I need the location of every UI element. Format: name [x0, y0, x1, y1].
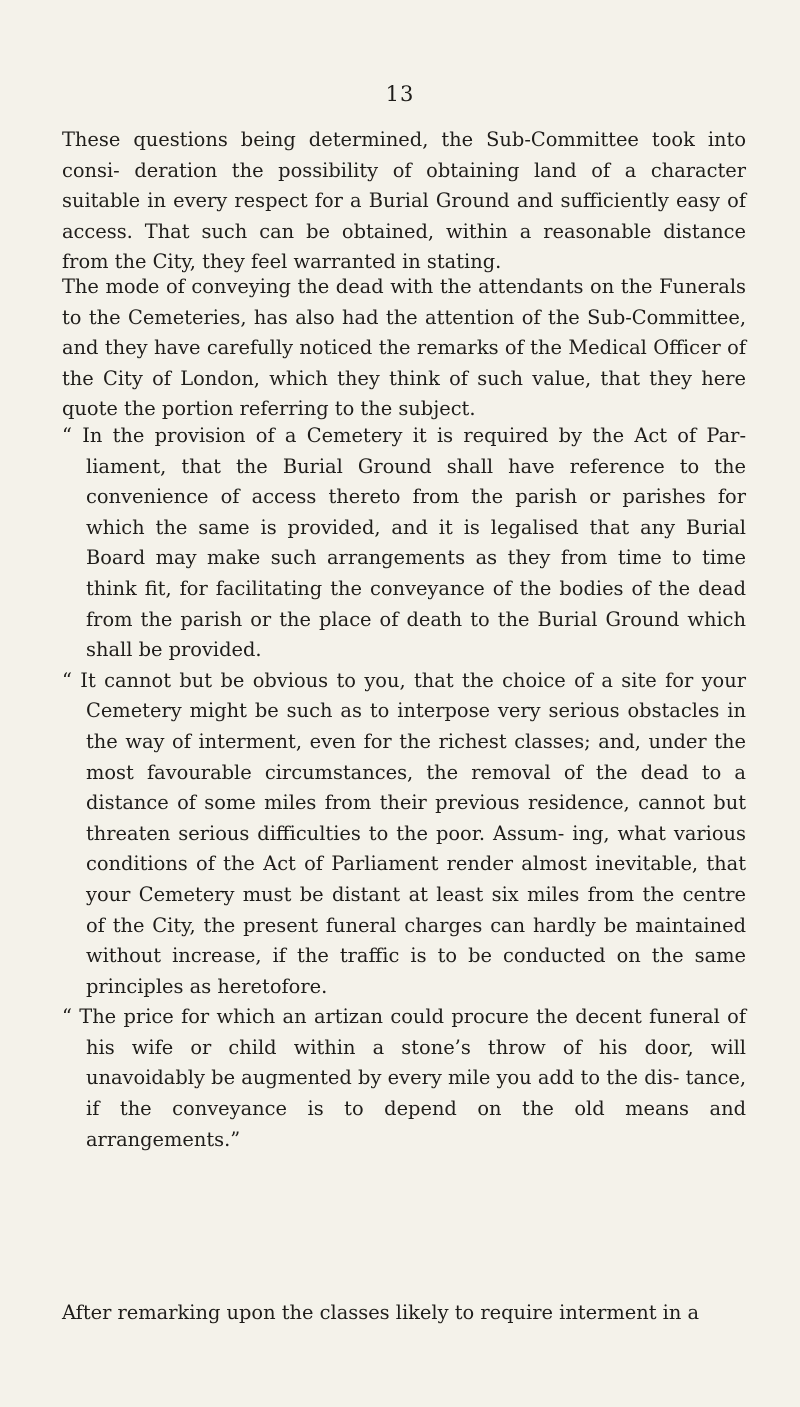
quote-paragraph: “ It cannot but be obvious to you, that the choice of a site for your Cemetery might be such as to interpose very serious obstacles in the way of interment, even for the richest classes; and, under the most favourable circumstances, the removal of the dead to a distance of some miles from their previous residence, cannot but threaten serious difficulties to the poor. Assum- ing, what various conditions of the Act of Parliament render almost inevitable, that your Cemetery must be distant at least six miles from the centre of the City, the present funeral charges can hardly be maintained without increase, if the traffic is to be conducted on the same principles as heretofore.	[62, 668, 746, 998]
quote-paragraph: “ In the provision of a Cemetery it is required by the Act of Par- liament, that the Burial Ground shall have reference to the convenience of access thereto from the parish or parishes for which the same is provided, and it is legalised that any Burial Board may make such arrangements as they from time to time think fit, for facilitating the conveyance of the bodies of the dead from the parish or the place of death to the Burial Ground which shall be provided.	[62, 424, 746, 662]
quote-paragraph: “ The price for which an artizan could procure the decent funeral of his wife or child within a stone’s throw of his door, will unavoidably be augmented by every mile you add to the dis- tance, if the conveyance is to depend on the old means and arrangements.”	[62, 1005, 746, 1151]
paragraph-text: The mode of conveying the dead with the attendants on the Funerals to the Cemeteries, has also had the attention of the Sub-Committee, and they have carefully noticed the remarks of the Medical Officer of the City of London, which they think of such value, that they here quote the portion referring to the subject.	[62, 275, 746, 421]
paragraph-closing	[62, 1298, 746, 1329]
paragraph-text: These questions being determined, the Sub-Committee took into consi- deration the possibility of obtaining land of a character suitable in every respect for a Burial Ground and sufficiently easy of access. That such can be obtained, within a reasonable distance from the City, they feel warranted in stating.	[62, 128, 746, 274]
paragraph-text: After remarking upon the classes likely to require interment in a	[62, 1301, 700, 1324]
paragraph-conveyance	[62, 272, 746, 425]
page-number: 13	[385, 82, 415, 106]
medical-officer-quotation	[62, 421, 746, 1155]
paragraph-determination	[62, 125, 746, 278]
